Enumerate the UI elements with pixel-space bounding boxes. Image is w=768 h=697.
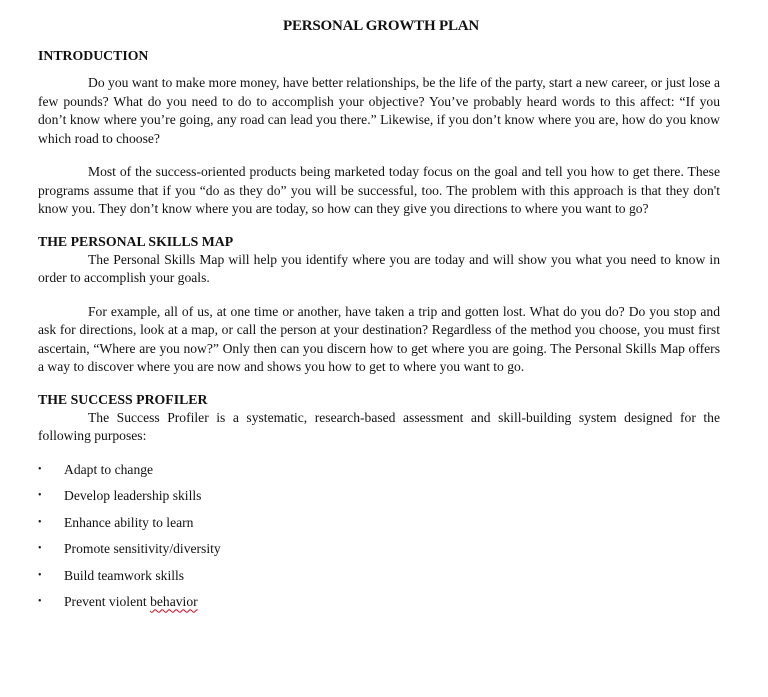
bullet-icon: • — [38, 543, 42, 555]
bullet-icon: • — [38, 490, 42, 502]
spacer — [38, 377, 720, 391]
success-profiler-paragraph-1: The Success Profiler is a systematic, research-based assessment and skill-building system designed for the following purposes: — [38, 409, 720, 443]
document-page — [38, 18, 720, 620]
list-item — [38, 514, 720, 541]
spacer — [38, 446, 720, 461]
skills-map-paragraph-2: For example, all of us, at one time or another, have taken a trip and gotten lost. What do you do? Do you stop and ask for directions, look at a map, or call the person at your destination? Regardless of the method you choose, you must first ascertain, “Where are you now?” Only then can you discern how to get where you are going. The Personal Skills Map offers a way to discover where you are now and shows you how to get to where you want to go. — [38, 303, 720, 374]
list-item-text: Build teamwork skills — [64, 567, 185, 583]
skills-map-heading: THE PERSONAL SKILLS MAP — [38, 233, 234, 249]
list-item-text: Promote sensitivity/diversity — [64, 541, 221, 557]
list-item — [38, 540, 720, 567]
spellcheck-flagged-word[interactable]: behavior — [150, 594, 198, 610]
list-item — [38, 593, 720, 620]
spacer — [38, 65, 720, 74]
list-item — [38, 461, 720, 488]
bullet-icon: • — [38, 516, 42, 528]
spacer — [38, 148, 720, 163]
introduction-paragraph-2: Most of the success-oriented products being marketed today focus on the goal and tell you how to get there. These programs assume that if you “do as they do” you will be successful, too. The problem with this approach is that they don't know you. They don’t know where you are today, so how can they give you directions to where you want to go? — [38, 164, 720, 216]
list-item-text: Enhance ability to learn — [64, 514, 194, 530]
list-item-text-prefix: Prevent violent — [64, 594, 151, 610]
success-profiler-heading: THE SUCCESS PROFILER — [38, 391, 208, 407]
list-item-text: Develop leadership skills — [64, 488, 202, 504]
bullet-icon: • — [38, 569, 42, 581]
skills-map-paragraph-1: The Personal Skills Map will help you identify where you are today and will show you what you need to know in order to accomplish your goals. — [38, 251, 720, 285]
purpose-list — [38, 461, 720, 621]
spacer — [38, 219, 720, 233]
spacer — [38, 288, 720, 303]
introduction-paragraph-1: Do you want to make more money, have better relationships, be the life of the party, start a new career, or just lose a few pounds? What do you need to do to accomplish your objective? You’ve probably heard words to this affect: “If you don’t know where you’re going, any road can lead you there.” Likewise, if you don’t know where you are, how do you know which road to choose? — [38, 75, 720, 146]
document-title: PERSONAL GROWTH PLAN — [282, 18, 480, 34]
list-item-text: Adapt to change — [64, 461, 154, 477]
list-item — [38, 567, 720, 594]
introduction-heading: INTRODUCTION — [38, 48, 149, 63]
bullet-icon: • — [38, 463, 42, 475]
bullet-icon: • — [38, 596, 42, 608]
list-item — [38, 487, 720, 514]
